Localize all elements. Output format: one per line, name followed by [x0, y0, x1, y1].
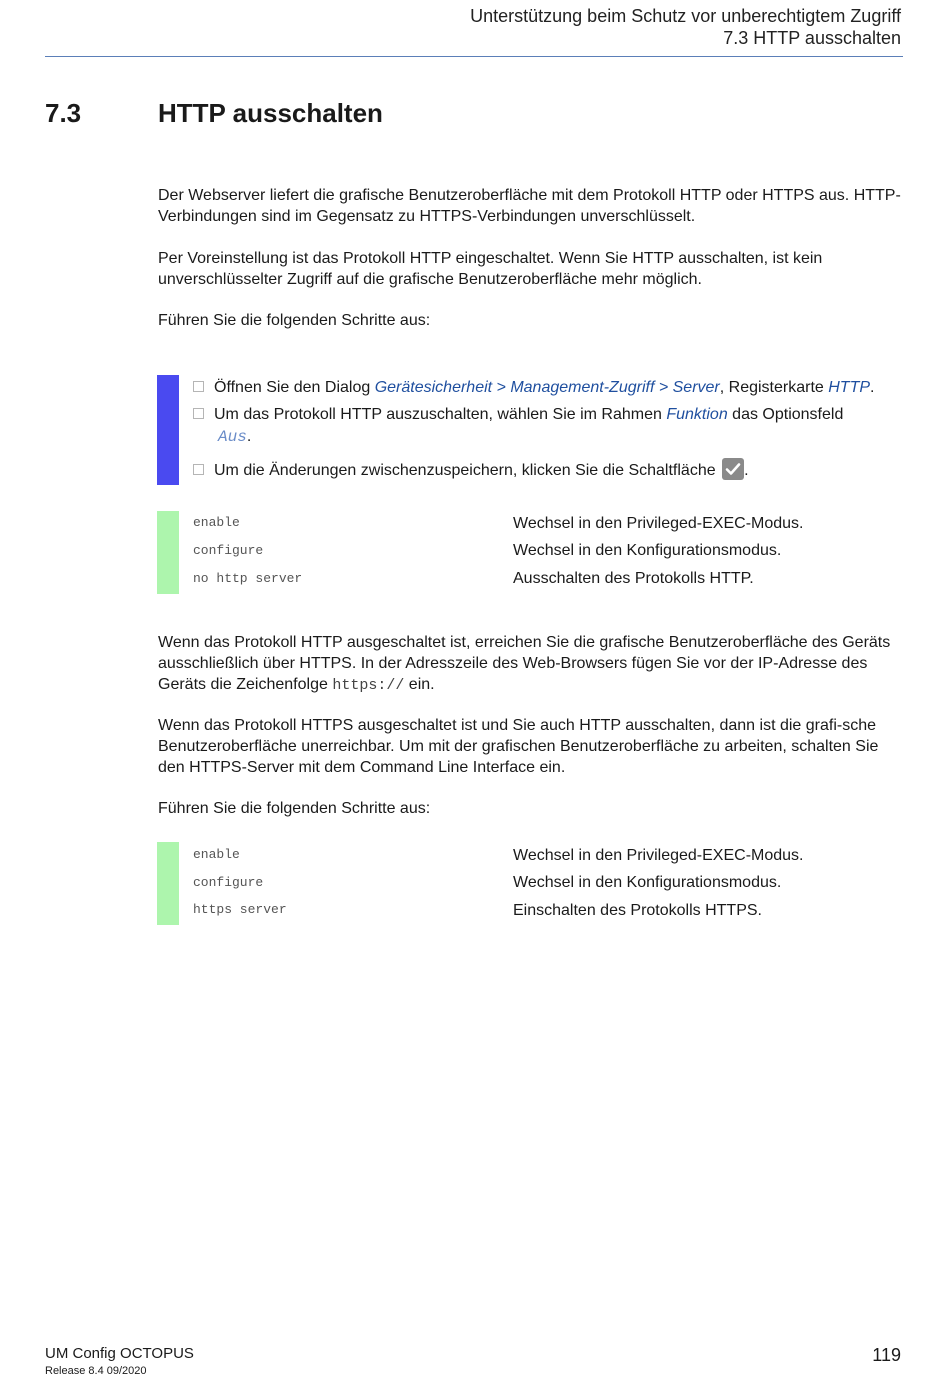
cli-command: no http server: [193, 571, 303, 586]
cli-description: Wechsel in den Privileged-EXEC-Modus.: [513, 515, 804, 532]
cli-command: https server: [193, 902, 287, 917]
step-text: Um die Änderungen zwischenzuspeichern, klicken Sie die Schaltfläche: [214, 462, 721, 479]
step-text: .: [744, 462, 749, 479]
step-text: das Optionsfeld: [727, 406, 844, 423]
cli-description: Einschalten des Protokolls HTTPS.: [513, 902, 762, 919]
step-checkbox-icon: [193, 381, 204, 392]
footer-doc-title: UM Config OCTOPUS: [45, 1345, 194, 1362]
paragraph-https-off: Wenn das Protokoll HTTPS ausgeschaltet ist und Sie auch HTTP ausschalten, dann ist die grafi-sche Benutzeroberfläche unerreichbar. Um mit der grafischen Benutzeroberfläche zu arbeiten, schalten Sie den HTTPS-Server mit dem Command Line Interface ein.: [158, 717, 879, 776]
step-checkbox-icon: [193, 464, 204, 475]
cli-description: Ausschalten des Protokolls HTTP.: [513, 570, 754, 587]
gui-steps-bar: [157, 375, 179, 485]
paragraph-https-access: [158, 632, 903, 696]
cli-description: Wechsel in den Konfigurationsmodus.: [513, 542, 782, 559]
paragraph-intro: Der Webserver liefert die grafische Benutzeroberfläche mit dem Protokoll HTTP oder HTTPS aus. HTTP-Verbindungen sind im Gegensatz zu HTTPS-Verbindungen unverschlüsselt.: [158, 187, 901, 225]
page-number: 119: [872, 1345, 901, 1365]
paragraph-steps-lead-2: Führen Sie die folgenden Schritte aus:: [158, 800, 431, 817]
cli-command: configure: [193, 875, 264, 890]
tab-name: HTTP: [828, 379, 871, 396]
paragraph-default: Per Voreinstellung ist das Protokoll HTTP eingeschaltet. Wenn Sie HTTP ausschalten, ist kein unverschlüsselter Zugriff auf die grafische Benutzeroberfläche mehr möglich.: [158, 250, 823, 288]
running-header-chapter: Unterstützung beim Schutz vor unberechtigtem Zugriff: [470, 6, 901, 26]
inline-code: https://: [332, 677, 405, 694]
footer-release: Release 8.4 09/2020: [45, 1365, 147, 1377]
step-text: , Registerkarte: [719, 379, 829, 396]
paragraph-steps-lead: Führen Sie die folgenden Schritte aus:: [158, 312, 431, 329]
step-text: Um das Protokoll HTTP auszuschalten, wählen Sie im Rahmen: [214, 406, 667, 423]
cli-block-2-bar: [157, 842, 179, 925]
cli-block-1-bar: [157, 511, 179, 594]
running-header-section: 7.3 HTTP ausschalten: [723, 28, 901, 48]
section-title: HTTP ausschalten: [158, 98, 383, 128]
step-checkbox-icon: [193, 408, 204, 419]
section-number: 7.3: [45, 98, 82, 128]
paragraph-text: Wenn das Protokoll HTTP ausgeschaltet ist, erreichen Sie die grafische Benutzeroberfläche des Geräts ausschließlich über HTTPS. In der Adresszeile des Web-Browsers fügen Sie vor der IP-Adresse des Geräts die Zeichenfolge: [158, 634, 891, 693]
step-text: .: [870, 379, 875, 396]
cli-description: Wechsel in den Konfigurationsmodus.: [513, 874, 782, 891]
gui-step-2: [193, 404, 843, 426]
cli-command: configure: [193, 543, 264, 558]
step-text: .: [246, 428, 252, 445]
frame-name: Funktion: [666, 406, 728, 423]
dialog-path: Gerätesicherheit > Management-Zugriff > Server: [374, 379, 720, 396]
checkmark-icon: [722, 458, 744, 480]
step-text: Öffnen Sie den Dialog: [214, 379, 375, 396]
cli-command: enable: [193, 515, 240, 530]
gui-step-1: [193, 377, 874, 399]
paragraph-text: ein.: [404, 676, 435, 693]
cli-command: enable: [193, 847, 240, 862]
header-rule: [45, 56, 903, 57]
cli-description: Wechsel in den Privileged-EXEC-Modus.: [513, 847, 804, 864]
option-name: Aus: [218, 428, 247, 446]
gui-step-2-cont: [218, 426, 251, 448]
gui-step-3: [193, 458, 749, 482]
